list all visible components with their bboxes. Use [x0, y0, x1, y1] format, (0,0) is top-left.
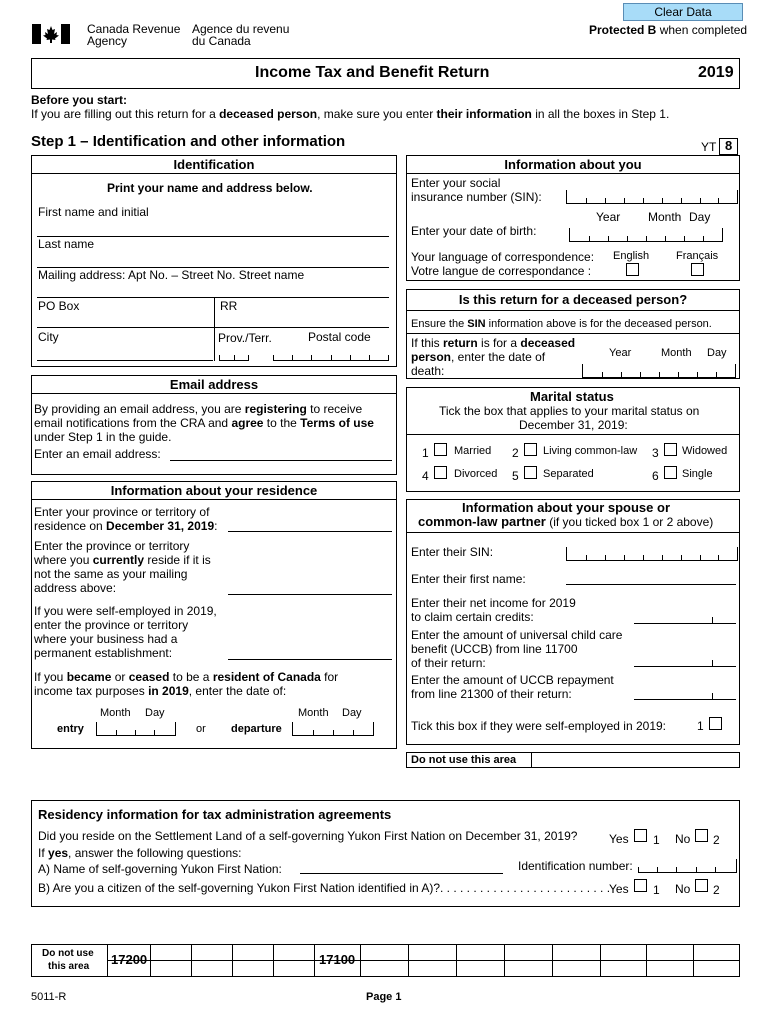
marital-num-1: 1 [422, 446, 429, 460]
po-box-label: PO Box [38, 299, 80, 313]
departure-label: departure [231, 723, 282, 735]
about-you-heading: Information about you [407, 156, 739, 174]
residence-text-2: residence on December 31, 2019: [34, 519, 218, 533]
city-field[interactable] [37, 360, 213, 361]
footer-code-17100: 17100 [319, 952, 356, 967]
yukon-q1-no-num: 2 [713, 833, 720, 847]
self-employed-1: If you were self-employed in 2019, [34, 604, 217, 618]
current-residence-1: Enter the province or territory [34, 539, 190, 553]
marital-instruction-2: December 31, 2019: [519, 418, 628, 432]
divorced-checkbox[interactable] [434, 466, 447, 479]
spouse-self-employed-num: 1 [697, 719, 704, 733]
clear-data-label: Clear Data [654, 5, 712, 19]
email-text-3: under Step 1 in the guide. [34, 430, 172, 444]
separated-checkbox[interactable] [524, 466, 537, 479]
uccb-field[interactable] [634, 666, 736, 667]
single-checkbox[interactable] [664, 466, 677, 479]
yukon-nation-name-field[interactable] [300, 873, 503, 874]
spouse-net-income-1: Enter their net income for 2019 [411, 596, 576, 610]
yukon-q1-no-checkbox[interactable] [695, 829, 708, 842]
entry-day-label: Day [145, 707, 165, 719]
yukon-qb-no-label: No [675, 882, 691, 896]
yukon-q1-yes-num: 1 [653, 833, 660, 847]
footer-dnu-1: Do not use [42, 948, 94, 959]
spouse-net-income-2: to claim certain credits: [411, 610, 534, 624]
email-input[interactable] [170, 460, 392, 461]
entry-label: entry [57, 723, 84, 735]
english-checkbox[interactable] [626, 263, 639, 276]
francais-checkbox[interactable] [691, 263, 704, 276]
spouse-heading-2: common-law partner (if you ticked box 1 or 2 above) [418, 514, 714, 529]
mailing-address-label: Mailing address: Apt No. – Street No. Street name [38, 268, 305, 282]
mailing-address-field[interactable] [37, 297, 389, 298]
spouse-first-name-label: Enter their first name: [411, 572, 526, 586]
death-year-label: Year [609, 347, 632, 359]
married-label: Married [454, 445, 492, 457]
yukon-qb-yes-num: 1 [653, 883, 660, 897]
departure-month-label: Month [298, 707, 329, 719]
dob-field[interactable] [569, 228, 723, 242]
divorced-label: Divorced [454, 468, 498, 480]
spouse-self-employed-checkbox[interactable] [709, 717, 722, 730]
city-label: City [38, 330, 59, 344]
death-date-field[interactable] [582, 364, 736, 378]
email-text-1: By providing an email address, you are registering to receive [34, 402, 363, 416]
prov-label: Prov./Terr. [218, 331, 272, 345]
common-law-label: Living common-law [543, 445, 638, 457]
current-residence-2: where you currently reside if it is [34, 553, 211, 567]
marital-num-6: 6 [652, 469, 659, 483]
death-day-label: Day [707, 347, 727, 359]
yukon-question-b: B) Are you a citizen of the self-governing Yukon First Nation identified in A)?. . . . . . . . . . . . . . . . . . . . . . . . . . [38, 881, 611, 895]
language-label-fr: Votre langue de correspondance : [411, 264, 592, 278]
francais-label: Français [676, 250, 719, 262]
or-label: or [196, 723, 206, 735]
yukon-qb-yes-label: Yes [609, 882, 629, 896]
death-month-label: Month [661, 347, 692, 359]
yukon-question-a: A) Name of self-governing Yukon First Nation: [38, 862, 282, 876]
married-checkbox[interactable] [434, 443, 447, 456]
single-label: Single [682, 468, 713, 480]
common-law-checkbox[interactable] [524, 443, 537, 456]
entry-month-label: Month [100, 707, 131, 719]
footer-code-17200: 17200 [111, 952, 148, 967]
yukon-id-number-label: Identification number: [518, 859, 633, 873]
uccb-repayment-1: Enter the amount of UCCB repayment [411, 673, 614, 687]
sin-label-1: Enter your social [411, 176, 501, 190]
became-resident-1: If you became or ceased to be a resident of Canada for [34, 670, 339, 684]
marital-num-2: 2 [512, 446, 519, 460]
deceased-sin-note: Ensure the SIN information above is for the deceased person. [411, 318, 712, 330]
yt-code: 8 [725, 138, 733, 153]
uccb-repayment-2: from line 21300 of their return: [411, 687, 572, 701]
clear-data-button[interactable] [623, 3, 743, 21]
yukon-qb-no-num: 2 [713, 883, 720, 897]
rr-label: RR [220, 299, 238, 313]
yt-label: YT [701, 140, 717, 154]
spouse-self-employed-label: Tick this box if they were self-employed in 2019: [411, 719, 667, 733]
yukon-qb-yes-checkbox[interactable] [634, 879, 647, 892]
step1-heading: Step 1 – Identification and other information [31, 133, 346, 150]
yukon-question-1: Did you reside on the Settlement Land of a self-governing Yukon First Nation on December 31, 2019? [38, 829, 578, 843]
deceased-text-2: person, enter the date of [411, 350, 546, 364]
yukon-q1-yes-checkbox[interactable] [634, 829, 647, 842]
first-name-label: First name and initial [38, 205, 149, 219]
residence-heading: Information about your residence [32, 482, 396, 500]
dob-day-label: Day [689, 210, 711, 224]
spouse-heading-1: Information about your spouse or [462, 500, 671, 515]
sin-field[interactable] [566, 190, 738, 204]
widowed-checkbox[interactable] [664, 443, 677, 456]
deceased-text-3: death: [411, 364, 445, 378]
deceased-heading: Is this return for a deceased person? [407, 291, 739, 311]
do-not-use-label: Do not use this area [411, 754, 517, 766]
self-employed-2: enter the province or territory [34, 618, 189, 632]
marital-instruction-1: Tick the box that applies to your marital status on [439, 404, 700, 418]
postal-code-field[interactable] [273, 347, 389, 361]
uccb-1: Enter the amount of universal child care [411, 628, 623, 642]
entry-date-field[interactable] [96, 722, 176, 736]
yukon-heading: Residency information for tax administration agreements [38, 807, 392, 822]
yukon-q1-yes-label: Yes [609, 832, 629, 846]
yukon-id-number-field[interactable] [638, 859, 737, 873]
agency-fr-1: Agence du revenu [192, 22, 290, 36]
email-heading: Email address [32, 376, 396, 394]
marital-num-5: 5 [512, 469, 519, 483]
self-employed-4: permanent establishment: [34, 646, 173, 660]
departure-day-label: Day [342, 707, 362, 719]
prov-field[interactable] [219, 347, 249, 361]
marital-num-4: 4 [422, 469, 429, 483]
self-employed-3: where your business had a [34, 632, 178, 646]
marital-num-3: 3 [652, 446, 659, 460]
po-rr-field[interactable] [37, 327, 389, 328]
became-resident-2: income tax purposes in 2019, enter the date of: [34, 684, 287, 698]
current-residence-3: not the same as your mailing [34, 567, 188, 581]
canada-flag-icon [32, 24, 70, 44]
yukon-qb-no-checkbox[interactable] [695, 879, 708, 892]
separated-label: Separated [543, 468, 594, 480]
current-residence-4: address above: [34, 581, 117, 595]
spouse-sin-label: Enter their SIN: [411, 545, 494, 559]
protected-notice: Protected B when completed [589, 23, 748, 37]
spouse-sin-field[interactable] [566, 547, 738, 561]
marital-heading: Marital status [530, 389, 614, 404]
page-title: Income Tax and Benefit Return [255, 64, 490, 81]
residence-text-1: Enter your province or territory of [34, 505, 210, 519]
residence-province-field[interactable] [228, 531, 392, 532]
agency-fr-2: du Canada [192, 34, 251, 48]
tax-year: 2019 [698, 64, 734, 81]
dob-month-label: Month [648, 210, 682, 224]
before-text: If you are filling out this return for a deceased person, make sure you enter their information in all the boxes in Step 1. [31, 107, 670, 121]
agency-en-1: Canada Revenue [87, 22, 181, 36]
current-residence-field[interactable] [228, 594, 392, 595]
widowed-label: Widowed [682, 445, 728, 457]
agency-en-2: Agency [87, 34, 128, 48]
print-instruction: Print your name and address below. [107, 181, 313, 195]
footer-dnu-2: this area [48, 961, 90, 972]
page-number: Page 1 [366, 991, 402, 1003]
before-head: Before you start: [31, 93, 128, 107]
spouse-first-name-field[interactable] [566, 584, 736, 585]
business-province-field[interactable] [228, 659, 392, 660]
sin-label-2: insurance number (SIN): [411, 190, 542, 204]
dob-year-label: Year [596, 210, 621, 224]
uccb-2: benefit (UCCB) from line 11700 [411, 642, 578, 656]
language-label-en: Your language of correspondence: [411, 250, 595, 264]
uccb-3: of their return: [411, 656, 486, 670]
email-text-2: email notifications from the CRA and agree to the Terms of use [34, 416, 374, 430]
form-number: 5011-R [31, 991, 67, 1003]
yukon-if-yes: If yes, answer the following questions: [38, 846, 242, 860]
spouse-net-income-field[interactable] [634, 623, 736, 624]
departure-date-field[interactable] [292, 722, 374, 736]
postal-code-label: Postal code [308, 330, 371, 344]
dob-label: Enter your date of birth: [411, 224, 537, 238]
identification-heading: Identification [32, 156, 396, 174]
english-label: English [613, 250, 650, 262]
uccb-repayment-field[interactable] [634, 699, 736, 700]
email-input-label: Enter an email address: [34, 447, 161, 461]
yukon-q1-no-label: No [675, 832, 691, 846]
last-name-label: Last name [38, 237, 95, 251]
deceased-text-1: If this return is for a deceased [411, 336, 576, 350]
